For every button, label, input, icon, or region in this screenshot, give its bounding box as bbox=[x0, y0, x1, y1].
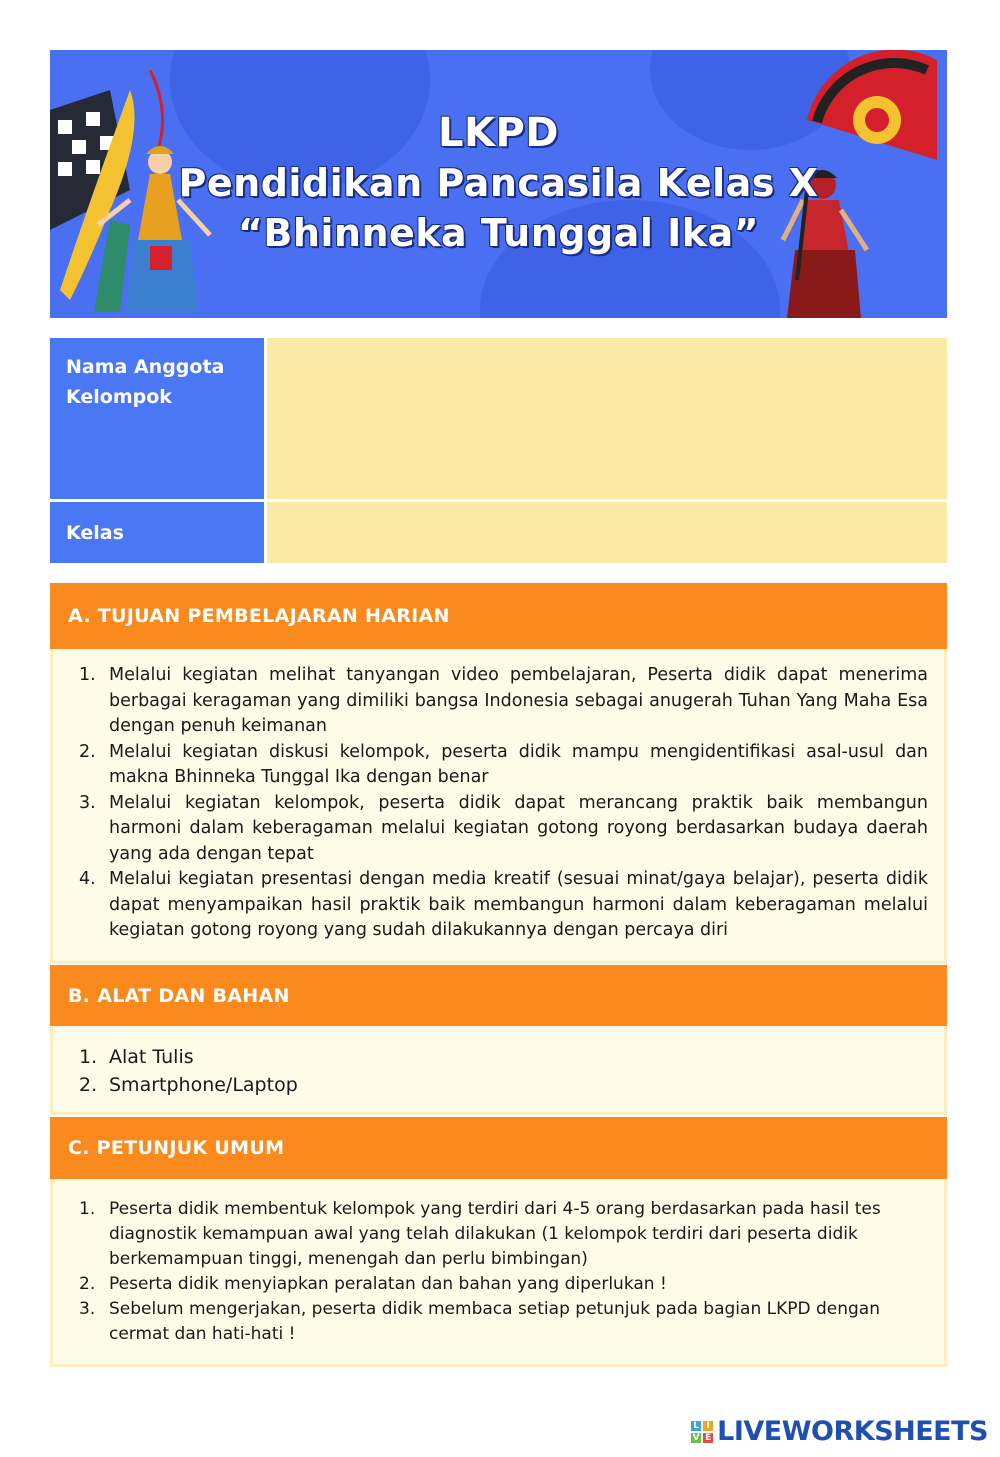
list-item: 4. Melalui kegiatan presentasi dengan media kreatif (sesuai minat/gaya belajar), peserta didik dapat menyampaikan hasil praktik baik membangun harmoni dalam keberagaman melalui kegiatan gotong royong yang sudah dilakukannya dengan percaya diri bbox=[79, 869, 928, 940]
liveworksheets-logo[interactable] bbox=[691, 1416, 988, 1447]
header-banner bbox=[50, 50, 947, 318]
list-item: 1. Peserta didik membentuk kelompok yang terdiri dari 4-5 orang berdasarkan pada hasil tes diagnostik kemampuan awal yang telah dilakukan (1 kelompok terdiri dari peserta didik berkemampuan tinggi, menengah dan perlu bimbingan) bbox=[79, 1199, 881, 1269]
list-item: 1. Alat Tulis bbox=[79, 1046, 194, 1068]
list-item: 3. Melalui kegiatan kelompok, peserta didik dapat merancang praktik baik membangun harmoni dalam keberagaman melalui kegiatan gotong royong berdasarkan budaya daerah yang ada dengan tepat bbox=[79, 792, 928, 864]
list-item: 1. Melalui kegiatan melihat tanyangan video pembelajaran, Peserta didik dapat menerima berbagai keragaman yang dimiliki bangsa Indonesia sebagai anugerah Tuhan Yang Maha Esa dengan penuh keimanan bbox=[79, 665, 928, 736]
class-input-field[interactable] bbox=[267, 502, 947, 563]
objectives-list bbox=[53, 663, 944, 944]
members-row bbox=[50, 338, 947, 499]
section-general-instructions bbox=[50, 1117, 947, 1367]
section-c-body bbox=[50, 1179, 947, 1367]
section-c-header: C. PETUNJUK UMUM bbox=[50, 1117, 947, 1179]
identity-table bbox=[50, 338, 947, 563]
class-row bbox=[50, 502, 947, 563]
tools-list bbox=[53, 1043, 944, 1099]
list-item: 2. Peserta didik menyiapkan peralatan dan bahan yang diperlukan ! bbox=[79, 1274, 667, 1294]
list-item: 3. Sebelum mengerjakan, peserta didik membaca setiap petunjuk pada bagian LKPD dengan cermat dan hati-hati ! bbox=[79, 1299, 880, 1344]
class-label: Kelas bbox=[50, 502, 264, 563]
section-a-header: A. TUJUAN PEMBELAJARAN HARIAN bbox=[50, 583, 947, 649]
banner-title bbox=[50, 108, 947, 258]
logo-text: LIVEWORKSHEETS bbox=[717, 1416, 988, 1447]
title-subject: Pendidikan Pancasila Kelas X bbox=[178, 161, 819, 205]
title-theme: “Bhinneka Tunggal Ika” bbox=[237, 211, 760, 255]
members-label: Nama Anggota Kelompok bbox=[50, 338, 264, 499]
instructions-list bbox=[53, 1197, 944, 1347]
logo-icon: L I V E bbox=[692, 1420, 712, 1443]
section-a-body bbox=[50, 649, 947, 964]
members-input-field[interactable] bbox=[267, 338, 947, 499]
section-b-body bbox=[50, 1026, 947, 1115]
list-item: 2. Melalui kegiatan diskusi kelompok, peserta didik mampu mengidentifikasi asal-usul dan makna Bhinneka Tunggal Ika dengan benar bbox=[79, 741, 928, 787]
section-tools-materials bbox=[50, 965, 947, 1115]
title-lkpd: LKPD bbox=[437, 110, 559, 156]
section-b-header: B. ALAT DAN BAHAN bbox=[50, 965, 947, 1026]
section-learning-objectives bbox=[50, 583, 947, 964]
list-item: 2. Smartphone/Laptop bbox=[79, 1074, 298, 1096]
